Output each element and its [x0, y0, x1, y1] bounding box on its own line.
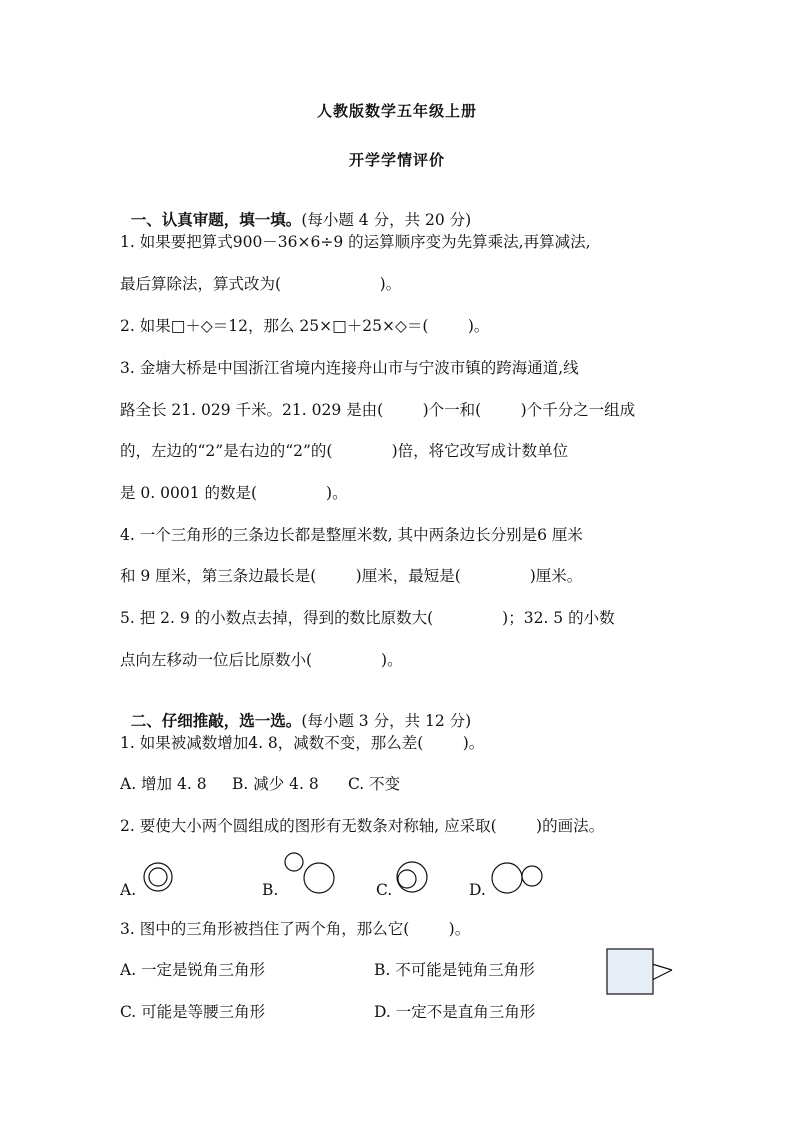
choice-3-option-b: B. 不可能是钝角三角形: [374, 961, 535, 979]
question-2-line: 2. 如果□＋◇＝12，那么 25×□＋25×◇＝( )。: [120, 317, 490, 335]
choice-2-option-b: B.: [262, 881, 279, 899]
question-3-line-1: 3. 金塘大桥是中国浙江省境内连接舟山市与宁波市镇的跨海通道,线: [120, 359, 579, 377]
inner-tangent-circles-figure: [393, 858, 433, 898]
hidden-triangle-figure: [604, 946, 678, 998]
section-1-title: 一、认真审题，填一填。: [130, 210, 302, 229]
question-1-line-2: 最后算除法，算式改为( )。: [120, 275, 402, 293]
section-2-title: 二、仔细推敲，选一选。: [130, 711, 302, 730]
question-4-line-2: 和 9 厘米，第三条边最长是( )厘米，最短是( )厘米。: [120, 567, 583, 585]
question-1-line-1: 1. 如果要把算式900－36×6÷9 的运算顺序变为先算乘法,再算减法,: [120, 233, 591, 251]
section-1-score-note: (每小题 4 分，共 20 分): [301, 211, 472, 229]
separate-circles-figure: [280, 848, 340, 898]
choice-1-option-c: C. 不变: [348, 775, 401, 793]
choice-question-3: 3. 图中的三角形被挡住了两个角，那么它( )。: [120, 920, 471, 938]
choice-1-option-b: B. 减少 4. 8: [232, 775, 319, 793]
question-5-line-2: 点向左移动一位后比原数小( )。: [120, 651, 403, 669]
question-5-line-1: 5. 把 2. 9 的小数点去掉，得到的数比原数大( )；32. 5 的小数: [120, 609, 615, 627]
choice-3-option-c: C. 可能是等腰三角形: [120, 1003, 266, 1021]
choice-question-2: 2. 要使大小两个圆组成的图形有无数条对称轴, 应采取( )的画法。: [120, 817, 605, 835]
choice-2-option-a: A.: [120, 881, 137, 899]
concentric-circles-figure: [140, 858, 180, 898]
document-subtitle: 开学学情评价: [348, 151, 445, 169]
question-3-line-4: 是 0. 0001 的数是( )。: [120, 484, 348, 502]
section-2-score-note: (每小题 3 分，共 12 分): [301, 712, 472, 730]
section-1-heading: [120, 190, 471, 230]
covering-square: [607, 949, 653, 994]
choice-2-option-d: D.: [469, 881, 486, 899]
document-title: 人教版数学五年级上册: [316, 102, 477, 120]
question-3-line-3: 的，左边的“2”是右边的“2”的( )倍，将它改写成计数单位: [120, 442, 569, 460]
choice-2-option-c: C.: [376, 881, 393, 899]
choice-3-option-a: A. 一定是锐角三角形: [120, 961, 266, 979]
choice-question-1: 1. 如果被减数增加4. 8，减数不变，那么差( )。: [120, 734, 485, 752]
question-4-line-1: 4. 一个三角形的三条边长都是整厘米数, 其中两条边长分别是6 厘米: [120, 526, 583, 544]
section-2-heading: [120, 691, 471, 731]
outer-tangent-circles-figure: [488, 858, 548, 898]
question-3-line-2: 路全长 21. 029 千米。21. 029 是由( )个一和( )个千分之一组成: [120, 401, 636, 419]
choice-1-option-a: A. 增加 4. 8: [120, 775, 207, 793]
choice-3-option-d: D. 一定不是直角三角形: [374, 1003, 536, 1021]
